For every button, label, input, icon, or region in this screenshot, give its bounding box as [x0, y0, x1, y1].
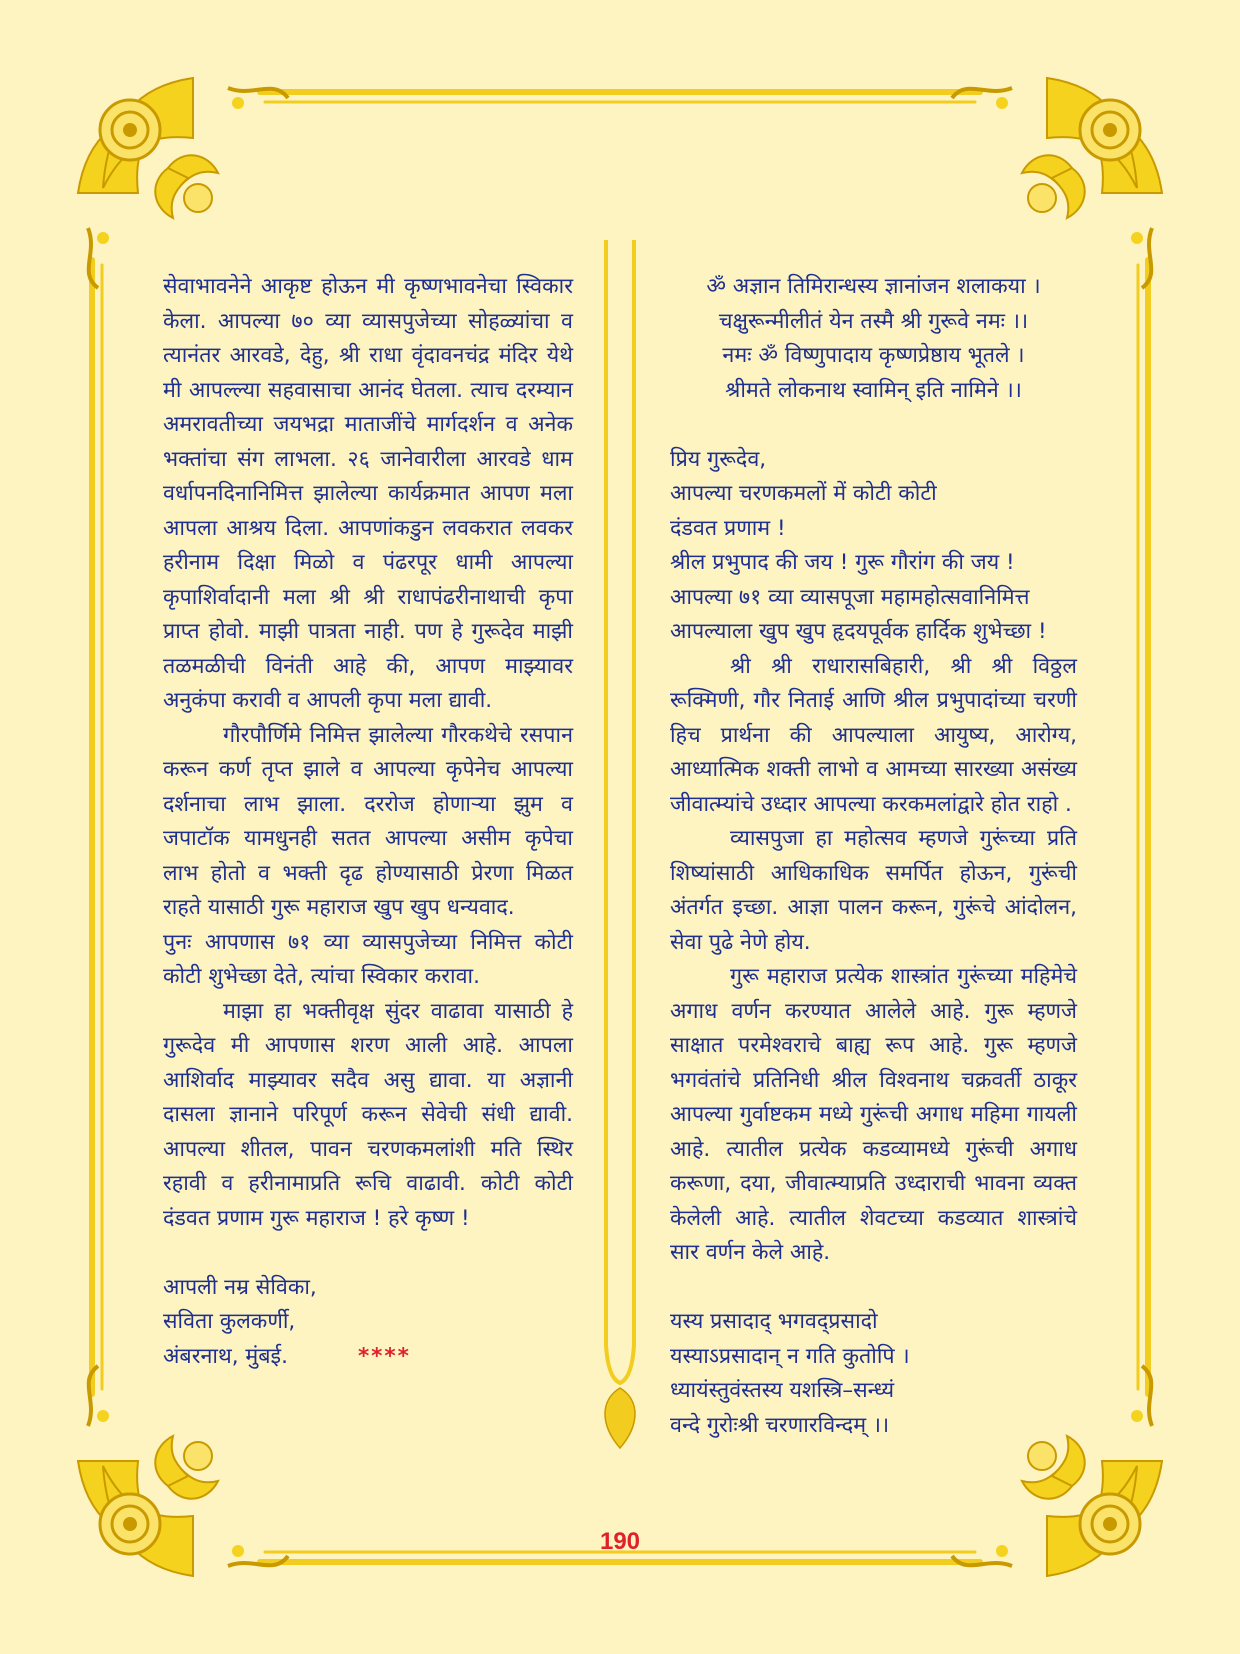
greeting-line: आपल्या ७१ व्या व्यासपूजा महामहोत्सवानिमित्त	[670, 584, 1030, 610]
verse-line: वन्दे गुरोःश्री चरणारविन्दम् ।।	[670, 1412, 890, 1438]
left-paragraph-1: सेवाभावनेने आकृष्ट होऊन मी कृष्णभावनेचा स्विकार केला. आपल्या ७० व्या व्यासपुजेच्या सोहळ्यांचा व त्यानंतर आरवडे, देहु, श्री राधा वृंदावनचंद्र मंदिर येथे मी आपल्ल्या सहवासाचा आनंद घेतला. त्याच दरम्यान अमरावतीच्या जयभद्रा माताजींचे मार्गदर्शन व अनेक भक्तांचा संग लाभला. २६ जानेवारीला आरवडे धाम वर्धापनदिनानिमित्त झालेल्या कार्यक्रमात आपण मला आपला आश्रय दिला. आपणांकडुन लवकरात लवकर हरीनाम दिक्षा मिळो व पंढरपूर धामी आपल्या कृपाशिर्वादानी मला श्री श्री राधापंढरीनाथाची कृपा प्राप्त होवो. माझी पात्रता नाही. पण हे गुरूदेव माझी तळमळीची विनंती आहे की, आपण माझ्यावर अनुकंपा करावी व आपली कृपा मला द्यावी.	[163, 274, 573, 713]
greeting-line: आपल्याला खुप खुप हृदयपूर्वक हार्दिक शुभेच्छा !	[670, 619, 1047, 644]
greeting-line: आपल्या चरणकमलों में कोटी कोटी	[670, 481, 937, 506]
right-paragraph-3: गुरू महाराज प्रत्येक शास्त्रांत गुरूंच्या महिमेचे अगाध वर्णन करण्यात आलेले आहे. गुरू म्हणजे साक्षात परमेश्वराचे बाह्य रूप आहे. गुरू म्हणजे भगवंतांचे प्रतिनिधी श्रील विश्वनाथ चक्रवर्ती ठाकूर आपल्या गुर्वाष्टकम मध्ये गुरूंची अगाध महिमा गायली आहे. त्यातील प्रत्येक कडव्यामध्ये गुरूंची अगाध करूणा, दया, जीवात्म्याप्रति उध्दाराची भावना व्यक्त केलेली आहे. त्यातील शेवटच्या कडव्यात शास्त्रांचे सार वर्णन केले आहे.	[670, 964, 1077, 1265]
invocation-verse	[670, 270, 1077, 408]
verse-line: श्रीमते लोकनाथ स्वामिन् इति नामिने ।।	[725, 377, 1022, 403]
right-column	[670, 270, 1077, 1443]
right-paragraph-2: व्यासपुजा हा महोत्सव म्हणजे गुरूंच्या प्रति शिष्यांसाठी आधिकाधिक समर्पित होऊन, गुरूंची अंतर्गत इच्छा. आज्ञा पालन करून, गुरूंचे आंदोलन, सेवा पुढे नेणे होय.	[670, 826, 1077, 955]
verse-line: ॐ अज्ञान तिमिरान्धस्य ज्ञानांजन शलाकया ।	[706, 274, 1041, 299]
left-paragraph-4: माझा हा भक्तीवृक्ष सुंदर वाढावा यासाठी हे गुरूदेव मी आपणास शरण आली आहे. आपला आशिर्वाद माझ्यावर सदैव असु द्यावा. या अज्ञानी दासला ज्ञानाने परिपूर्ण करून सेवेची संधी द्यावी. आपल्या शीतल, पावन चरणकमलांशी मति स्थिर रहावी व हरीनामाप्रति रूचि वाढावी. कोटी कोटी दंडवत प्रणाम गुरू महाराज ! हरे कृष्ण !	[163, 998, 573, 1231]
verse-line: चक्षुरून्मीलीतं येन तस्मै श्री गुरूवे नमः ।।	[718, 308, 1029, 334]
left-paragraph-3: पुनः आपणास ७१ व्या व्यासपुजेच्या निमित्त कोटी कोटी शुभेच्छा देते, त्यांचा स्विकार करावा.	[163, 929, 573, 989]
verse-line: ध्यायंस्तुवंस्तस्य यशस्त्रि–सन्ध्यं	[670, 1378, 895, 1403]
verse-line: यस्य प्रसादाद् भगवद्प्रसादो	[670, 1309, 878, 1334]
left-column	[163, 270, 573, 1374]
center-divider	[605, 240, 635, 1448]
greeting-block	[670, 443, 1077, 650]
left-paragraph-2: गौरपौर्णिमे निमित्त झालेल्या गौरकथेचे रसपान करून कर्ण तृप्त झाले व आपल्या कृपेनेच आपल्या दर्शनाचा लाभ झाला. दररोज होणाऱ्या झुम व जपाटॉक यामधुनही सतत आपल्या असीम कृपेचा लाभ होतो व भक्ती दृढ होण्यासाठी प्रेरणा मिळत राहते यासाठी गुरू महाराज खुप खुप धन्यवाद.	[163, 722, 573, 920]
signature-line-2: सविता कुलकर्णी,	[163, 1309, 296, 1334]
greeting-line: श्रील प्रभुपाद की जय ! गुरू गौरांग की जय !	[670, 550, 1015, 575]
right-paragraph-1: श्री श्री राधारासबिहारी, श्री श्री विठ्ठल रूक्मिणी, गौर निताई आणि श्रील प्रभुपादांच्या चरणी हिच प्रार्थना की आपल्याला आयुष्य, आरोग्य, आध्यात्मिक शक्ती लाभो व आमच्या सारख्या असंख्य जीवात्म्यांचे उध्दार आपल्या करकमलांद्वारे होत राहो .	[670, 653, 1077, 817]
gurvashtakam-verse	[670, 1305, 1077, 1443]
greeting-line: दंडवत प्रणाम !	[670, 515, 786, 541]
verse-line: यस्याऽप्रसादान् न गति कुतोपि ।	[670, 1343, 910, 1369]
page-number: 190	[599, 1528, 641, 1555]
signature-line-1: आपली नम्र सेविका,	[163, 1274, 317, 1300]
signature-block	[163, 1271, 573, 1375]
stars-ornament: ****	[357, 1343, 411, 1369]
verse-line: नमः ॐ विष्णुपादाय कृष्णप्रेष्ठाय भूतले ।	[722, 343, 1025, 368]
signature-line-3: अंबरनाथ, मुंबई.	[163, 1343, 288, 1369]
greeting-line: प्रिय गुरूदेव,	[670, 446, 767, 472]
